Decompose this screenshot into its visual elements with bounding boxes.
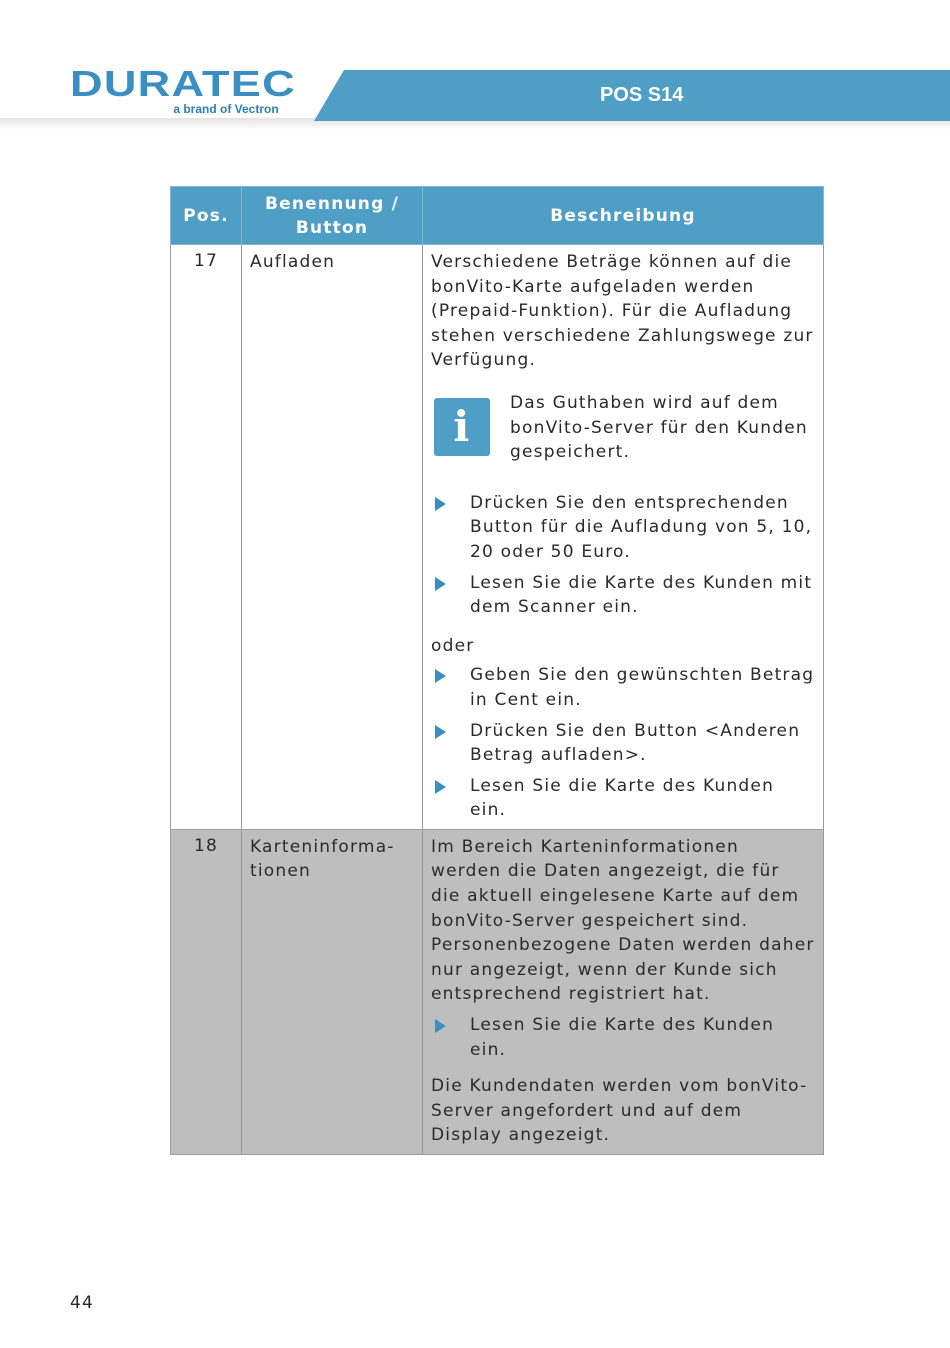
arrow-right-icon bbox=[435, 1019, 446, 1033]
row-description bbox=[423, 829, 824, 1154]
instruction-item bbox=[431, 719, 815, 768]
row-pos: 17 bbox=[171, 245, 242, 830]
description-intro: Verschiedene Beträge können auf die bonVito-Karte aufgeladen werden (Prepaid-Funktion). Für die Aufladung stehen verschiedene Zahlungswege zur Verfügung. bbox=[431, 252, 814, 371]
instruction-item bbox=[431, 571, 815, 620]
row-name: Aufladen bbox=[242, 245, 423, 830]
instruction-item bbox=[431, 774, 815, 823]
instruction-text: Geben Sie den gewünschten Betrag in Cent ein. bbox=[470, 665, 815, 710]
duratec-logo bbox=[70, 66, 300, 118]
header-pos: Pos. bbox=[171, 187, 242, 245]
table-row bbox=[171, 829, 824, 1154]
table-row bbox=[171, 245, 824, 830]
logo-wordmark: DURATEC bbox=[70, 66, 296, 100]
arrow-right-icon bbox=[435, 725, 446, 739]
instruction-text: Lesen Sie die Karte des Kunden ein. bbox=[470, 1015, 775, 1060]
instruction-text: Lesen Sie die Karte des Kunden ein. bbox=[470, 775, 775, 821]
info-text: Das Guthaben wird auf dem bonVito-Server für den Kunden gespeichert. bbox=[510, 392, 808, 463]
alternative-label: oder bbox=[431, 635, 475, 656]
instruction-item bbox=[431, 491, 815, 565]
info-note bbox=[431, 391, 815, 465]
description-intro: Im Bereich Karteninformationen werden die Daten angezeigt, die für die aktuell eingelesene Karte auf dem bonVito-Server gespeichert sind. Personenbezogene Daten werden daher nur angezeigt, wenn der Kunde sich entsprechend registriert hat. bbox=[431, 836, 815, 1005]
instruction-text: Drücken Sie den entsprechenden Button für die Aufladung von 5, 10, 20 oder 50 Euro. bbox=[470, 492, 813, 562]
table-header-row bbox=[171, 187, 824, 245]
instruction-item bbox=[431, 663, 815, 712]
page-number: 44 bbox=[70, 1293, 95, 1313]
description-outro: Die Kundendaten werden vom bonVito-Server angefordert und auf dem Display angezeigt. bbox=[431, 1076, 808, 1146]
instruction-text: Lesen Sie die Karte des Kunden mit dem Scanner ein. bbox=[470, 572, 813, 618]
arrow-right-icon bbox=[435, 577, 446, 591]
instruction-text: Drücken Sie den Button <Anderen Betrag aufladen>. bbox=[470, 720, 801, 766]
row-name: Karteninforma-tionen bbox=[242, 829, 423, 1154]
header-name: Benennung / Button bbox=[242, 187, 423, 245]
instruction-item bbox=[431, 1013, 815, 1062]
header-description: Beschreibung bbox=[423, 187, 824, 245]
row-description bbox=[423, 245, 824, 830]
logo-subtitle: a brand of Vectron bbox=[173, 102, 279, 116]
duratec-logo-mark bbox=[70, 66, 300, 100]
description-table bbox=[170, 186, 824, 1155]
arrow-right-icon bbox=[435, 497, 446, 511]
arrow-right-icon bbox=[435, 669, 446, 683]
arrow-right-icon bbox=[435, 780, 446, 794]
product-title: POS S14 bbox=[600, 84, 684, 106]
info-icon: i bbox=[434, 398, 490, 456]
row-pos: 18 bbox=[171, 829, 242, 1154]
